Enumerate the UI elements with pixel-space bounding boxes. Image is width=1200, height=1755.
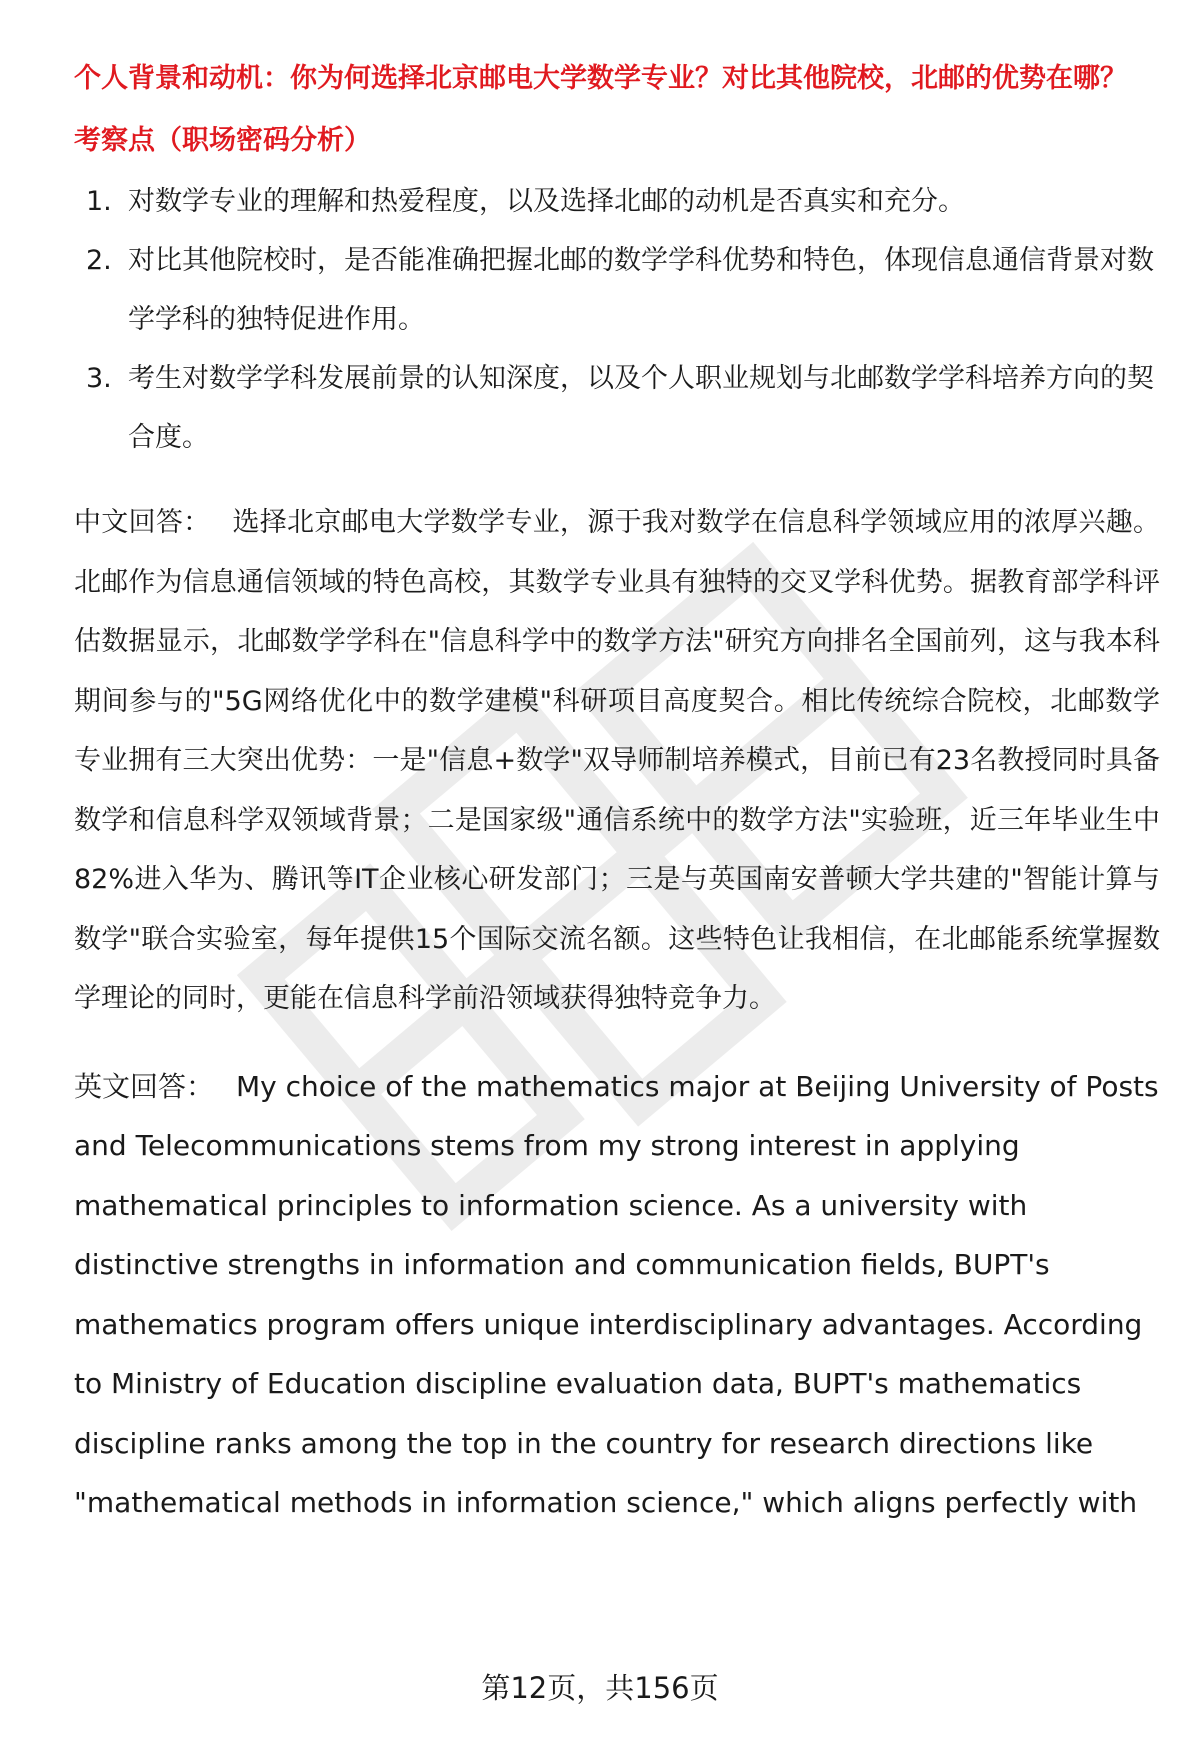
english-answer-text: My choice of the mathematics major at Beijing University of Posts and Telecommunications stems from my strong interest in applying mathematical principles to information science. As a university with distinctive strengths in information and communication fields, BUPT's mathematics program offers unique interdisciplinary advantages. According to Ministry of Education discipline evaluation data, BUPT's mathematics discipline ranks among the top in the country for research directions like "mathematical methods in information science," which aligns perfectly with xyxy=(74,1069,1159,1519)
question-heading: 个人背景和动机：你为何选择北京邮电大学数学专业？对比其他院校，北邮的优势在哪？ xyxy=(74,63,1127,94)
english-answer-label: 英文回答： xyxy=(74,1069,215,1103)
list-item xyxy=(74,349,1160,467)
list-item-number: 3. xyxy=(86,363,112,394)
assessment-points xyxy=(74,172,1160,467)
chinese-answer-text: 选择北京邮电大学数学专业，源于我对数学在信息科学领域应用的浓厚兴趣。北邮作为信息通信领域的特色高校，其数学专业具有独特的交叉学科优势。据教育部学科评估数据显示，北邮数学学科在"信息科学中的数学方法"研究方向排名全国前列，这与我本科期间参与的"5G网络优化中的数学建模"科研项目高度契合。相比传统综合院校，北邮数学专业拥有三大突出优势：一是"信息+数学"双导师制培养模式，目前已有23名教授同时具备数学和信息科学双领域背景；二是国家级"通信系统中的数学方法"实验班，近三年毕业生中82%进入华为、腾讯等IT企业核心研发部门；三是与英国南安普顿大学共建的"智能计算与数学"联合实验室，每年提供15个国际交流名额。这些特色让我相信，在北邮能系统掌握数学理论的同时，更能在信息科学前沿领域获得独特竞争力。 xyxy=(74,507,1161,1014)
list-item-number: 2. xyxy=(86,245,112,276)
list-item xyxy=(74,172,1160,231)
chinese-answer xyxy=(74,493,1160,1029)
assessment-title: 考察点（职场密码分析） xyxy=(74,125,371,156)
list-item-text: 对比其他院校时，是否能准确把握北邮的数学学科优势和特色，体现信息通信背景对数学学科的独特促进作用。 xyxy=(128,245,1154,335)
document-page xyxy=(74,58,1160,1533)
english-answer xyxy=(74,1057,1160,1533)
list-item-text: 对数学专业的理解和热爱程度，以及选择北邮的动机是否真实和充分。 xyxy=(128,186,965,217)
list-item xyxy=(74,231,1160,349)
list-item-number: 1. xyxy=(86,186,112,217)
page-number-footer: 第12页，共156页 xyxy=(481,1671,719,1705)
chinese-answer-label: 中文回答： xyxy=(74,507,211,538)
list-item-text: 考生对数学学科发展前景的认知深度，以及个人职业规划与北邮数学学科培养方向的契合度。 xyxy=(128,363,1154,453)
